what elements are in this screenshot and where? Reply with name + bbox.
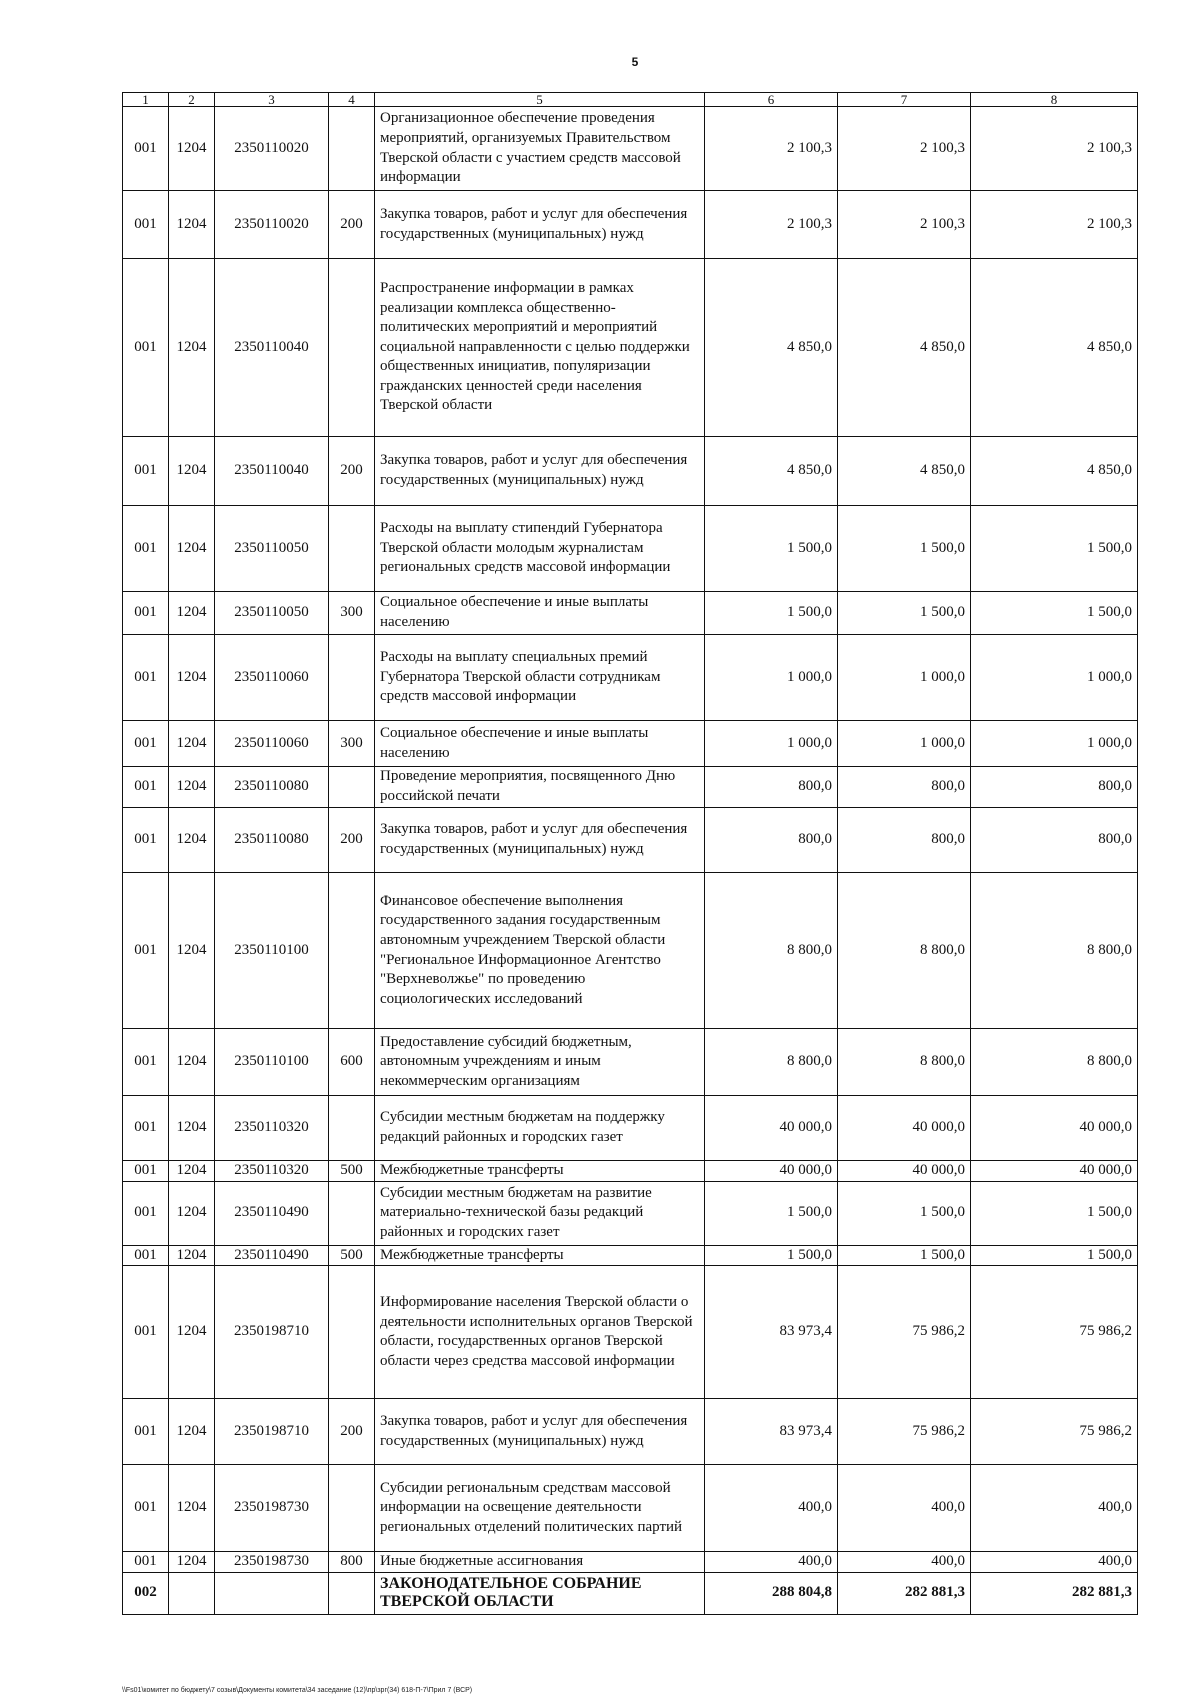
cell-description: Информирование населения Тверской области о деятельности исполнительных органов Тверской области, государственных органов Тверской области через средства массовой информации [375, 1266, 705, 1399]
header-col-6: 6 [705, 93, 838, 107]
cell-target-code: 2350110040 [215, 437, 329, 506]
cell-amount-year-1: 1 000,0 [705, 635, 838, 721]
cell-amount-year-1: 8 800,0 [705, 1029, 838, 1096]
table-row [123, 1181, 1138, 1245]
cell-amount-year-1: 1 500,0 [705, 1245, 838, 1266]
cell-section-code: 1204 [169, 259, 215, 437]
cell-expense-type [329, 506, 375, 592]
cell-amount-year-1: 400,0 [705, 1552, 838, 1573]
cell-section-code: 1204 [169, 1245, 215, 1266]
table-row [123, 592, 1138, 635]
cell-amount-year-1: 83 973,4 [705, 1266, 838, 1399]
cell-amount-year-3: 1 000,0 [971, 721, 1138, 767]
cell-section-code: 1204 [169, 1181, 215, 1245]
cell-admin-code: 001 [123, 191, 169, 259]
cell-expense-type [329, 1096, 375, 1161]
cell-section-code: 1204 [169, 437, 215, 506]
cell-description: Распространение информации в рамках реализации комплекса общественно-политических мероприятий и мероприятий социальной направленности с целью поддержки общественных инициатив, популяризации гражданских ценностей среди населения Тверской области [375, 259, 705, 437]
cell-amount-year-2: 8 800,0 [838, 1029, 971, 1096]
cell-description: Закупка товаров, работ и услуг для обеспечения государственных (муниципальных) нужд [375, 808, 705, 873]
cell-description: Проведение мероприятия, посвященного Дню российской печати [375, 767, 705, 808]
cell-amount-year-3: 2 100,3 [971, 191, 1138, 259]
cell-amount-year-2: 8 800,0 [838, 873, 971, 1029]
cell-amount-year-3: 75 986,2 [971, 1266, 1138, 1399]
cell-amount-year-1: 1 500,0 [705, 592, 838, 635]
table-row [123, 1029, 1138, 1096]
cell-description: Субсидии местным бюджетам на развитие материально-технической базы редакций районных и городских газет [375, 1181, 705, 1245]
cell-amount-year-2: 40 000,0 [838, 1161, 971, 1182]
cell-target-code: 2350110060 [215, 721, 329, 767]
cell-amount-year-1: 40 000,0 [705, 1161, 838, 1182]
header-col-2: 2 [169, 93, 215, 107]
cell-expense-type [329, 1465, 375, 1552]
cell-amount-year-2: 4 850,0 [838, 437, 971, 506]
cell-amount-year-3: 1 000,0 [971, 635, 1138, 721]
cell-expense-type [329, 767, 375, 808]
cell-target-code: 2350198710 [215, 1399, 329, 1465]
cell-amount-year-2: 2 100,3 [838, 107, 971, 191]
cell-expense-type: 500 [329, 1245, 375, 1266]
cell-admin-code: 001 [123, 592, 169, 635]
cell-amount-year-2: 1 500,0 [838, 1181, 971, 1245]
cell-section-code: 1204 [169, 1161, 215, 1182]
cell-section-code: 1204 [169, 635, 215, 721]
cell-admin-code: 001 [123, 808, 169, 873]
cell-section-code: 1204 [169, 191, 215, 259]
cell-amount-year-3: 282 881,3 [971, 1572, 1138, 1614]
cell-amount-year-1: 1 000,0 [705, 721, 838, 767]
cell-amount-year-1: 400,0 [705, 1465, 838, 1552]
cell-amount-year-3: 1 500,0 [971, 1181, 1138, 1245]
cell-amount-year-1: 2 100,3 [705, 107, 838, 191]
table-row [123, 506, 1138, 592]
cell-amount-year-3: 400,0 [971, 1552, 1138, 1573]
cell-description: ЗАКОНОДАТЕЛЬНОЕ СОБРАНИЕ ТВЕРСКОЙ ОБЛАСТИ [375, 1572, 705, 1614]
table-row [123, 107, 1138, 191]
cell-section-code [169, 1572, 215, 1614]
cell-amount-year-2: 1 000,0 [838, 721, 971, 767]
cell-target-code: 2350110080 [215, 808, 329, 873]
cell-expense-type [329, 107, 375, 191]
cell-section-code: 1204 [169, 1399, 215, 1465]
cell-section-code: 1204 [169, 592, 215, 635]
cell-description: Закупка товаров, работ и услуг для обеспечения государственных (муниципальных) нужд [375, 191, 705, 259]
cell-expense-type [329, 1181, 375, 1245]
cell-target-code: 2350110050 [215, 506, 329, 592]
table-row [123, 721, 1138, 767]
table-row [123, 1245, 1138, 1266]
cell-admin-code: 001 [123, 1465, 169, 1552]
cell-section-code: 1204 [169, 808, 215, 873]
table-row [123, 1161, 1138, 1182]
cell-amount-year-2: 75 986,2 [838, 1399, 971, 1465]
table-header [123, 93, 1138, 107]
cell-expense-type [329, 1266, 375, 1399]
cell-admin-code: 001 [123, 1266, 169, 1399]
cell-expense-type: 200 [329, 437, 375, 506]
cell-amount-year-1: 8 800,0 [705, 873, 838, 1029]
cell-amount-year-2: 75 986,2 [838, 1266, 971, 1399]
cell-admin-code: 001 [123, 1029, 169, 1096]
cell-target-code: 2350110040 [215, 259, 329, 437]
cell-amount-year-3: 40 000,0 [971, 1161, 1138, 1182]
cell-amount-year-3: 4 850,0 [971, 437, 1138, 506]
cell-amount-year-3: 75 986,2 [971, 1399, 1138, 1465]
table-row [123, 259, 1138, 437]
cell-expense-type: 500 [329, 1161, 375, 1182]
cell-admin-code: 001 [123, 437, 169, 506]
cell-amount-year-2: 400,0 [838, 1465, 971, 1552]
header-col-4: 4 [329, 93, 375, 107]
cell-section-code: 1204 [169, 873, 215, 1029]
cell-amount-year-1: 4 850,0 [705, 437, 838, 506]
cell-admin-code: 001 [123, 767, 169, 808]
table-row [123, 1096, 1138, 1161]
cell-target-code: 2350110320 [215, 1161, 329, 1182]
cell-amount-year-1: 2 100,3 [705, 191, 838, 259]
table-body [123, 107, 1138, 1615]
cell-section-code: 1204 [169, 107, 215, 191]
cell-amount-year-2: 4 850,0 [838, 259, 971, 437]
cell-amount-year-2: 1 000,0 [838, 635, 971, 721]
cell-description: Закупка товаров, работ и услуг для обеспечения государственных (муниципальных) нужд [375, 1399, 705, 1465]
table-row [123, 191, 1138, 259]
table-row [123, 1465, 1138, 1552]
header-col-7: 7 [838, 93, 971, 107]
cell-admin-code: 001 [123, 1552, 169, 1573]
page-number: 5 [631, 55, 639, 69]
budget-table [122, 92, 1138, 1615]
cell-amount-year-2: 282 881,3 [838, 1572, 971, 1614]
table-row [123, 1266, 1138, 1399]
cell-expense-type: 800 [329, 1552, 375, 1573]
table-row [123, 808, 1138, 873]
cell-admin-code: 001 [123, 506, 169, 592]
cell-amount-year-3: 40 000,0 [971, 1096, 1138, 1161]
cell-expense-type: 600 [329, 1029, 375, 1096]
cell-amount-year-2: 2 100,3 [838, 191, 971, 259]
cell-amount-year-3: 8 800,0 [971, 1029, 1138, 1096]
cell-section-code: 1204 [169, 721, 215, 767]
cell-amount-year-2: 1 500,0 [838, 592, 971, 635]
cell-admin-code: 001 [123, 1161, 169, 1182]
cell-admin-code: 001 [123, 1096, 169, 1161]
cell-amount-year-2: 800,0 [838, 767, 971, 808]
cell-amount-year-2: 40 000,0 [838, 1096, 971, 1161]
header-col-5: 5 [375, 93, 705, 107]
table-row [123, 1552, 1138, 1573]
cell-target-code: 2350198730 [215, 1552, 329, 1573]
cell-admin-code: 001 [123, 635, 169, 721]
cell-target-code: 2350110490 [215, 1181, 329, 1245]
cell-section-code: 1204 [169, 1096, 215, 1161]
cell-section-code: 1204 [169, 506, 215, 592]
cell-description: Межбюджетные трансферты [375, 1245, 705, 1266]
cell-admin-code: 002 [123, 1572, 169, 1614]
cell-target-code: 2350110020 [215, 107, 329, 191]
cell-amount-year-3: 1 500,0 [971, 506, 1138, 592]
cell-expense-type: 300 [329, 592, 375, 635]
header-row [123, 93, 1138, 107]
cell-target-code: 2350110080 [215, 767, 329, 808]
cell-expense-type: 200 [329, 191, 375, 259]
cell-description: Иные бюджетные ассигнования [375, 1552, 705, 1573]
cell-amount-year-3: 800,0 [971, 808, 1138, 873]
table-row [123, 767, 1138, 808]
header-col-8: 8 [971, 93, 1138, 107]
cell-admin-code: 001 [123, 1399, 169, 1465]
cell-target-code: 2350110060 [215, 635, 329, 721]
cell-description: Социальное обеспечение и иные выплаты населению [375, 721, 705, 767]
cell-section-code: 1204 [169, 767, 215, 808]
cell-expense-type: 200 [329, 808, 375, 873]
table-row [123, 873, 1138, 1029]
cell-amount-year-3: 1 500,0 [971, 592, 1138, 635]
cell-amount-year-3: 4 850,0 [971, 259, 1138, 437]
cell-amount-year-2: 1 500,0 [838, 1245, 971, 1266]
cell-section-code: 1204 [169, 1266, 215, 1399]
cell-amount-year-2: 1 500,0 [838, 506, 971, 592]
cell-admin-code: 001 [123, 721, 169, 767]
cell-description: Межбюджетные трансферты [375, 1161, 705, 1182]
cell-admin-code: 001 [123, 1181, 169, 1245]
cell-description: Социальное обеспечение и иные выплаты населению [375, 592, 705, 635]
cell-expense-type [329, 873, 375, 1029]
cell-amount-year-3: 800,0 [971, 767, 1138, 808]
cell-amount-year-1: 1 500,0 [705, 1181, 838, 1245]
footer-file-path: \\Fs01\комитет по бюджету\7 созыв\Документы комитета\34 заседание (12)\пр\зрг(34) 618-П-7\Прил 7 (ВСР) [122, 1687, 473, 1694]
cell-amount-year-2: 800,0 [838, 808, 971, 873]
cell-expense-type: 200 [329, 1399, 375, 1465]
cell-description: Субсидии региональным средствам массовой информации на освещение деятельности региональных отделений политических партий [375, 1465, 705, 1552]
cell-description: Расходы на выплату стипендий Губернатора Тверской области молодым журналистам региональных средств массовой информации [375, 506, 705, 592]
cell-target-code: 2350110100 [215, 1029, 329, 1096]
cell-amount-year-1: 40 000,0 [705, 1096, 838, 1161]
header-col-3: 3 [215, 93, 329, 107]
cell-amount-year-1: 83 973,4 [705, 1399, 838, 1465]
cell-target-code: 2350110320 [215, 1096, 329, 1161]
cell-amount-year-2: 400,0 [838, 1552, 971, 1573]
cell-amount-year-1: 1 500,0 [705, 506, 838, 592]
cell-target-code [215, 1572, 329, 1614]
cell-target-code: 2350110100 [215, 873, 329, 1029]
cell-target-code: 2350110050 [215, 592, 329, 635]
cell-description: Предоставление субсидий бюджетным, автономным учреждениям и иным некоммерческим организациям [375, 1029, 705, 1096]
table-row [123, 635, 1138, 721]
cell-expense-type [329, 1572, 375, 1614]
cell-description: Расходы на выплату специальных премий Губернатора Тверской области сотрудникам средств массовой информации [375, 635, 705, 721]
cell-amount-year-3: 8 800,0 [971, 873, 1138, 1029]
cell-section-code: 1204 [169, 1552, 215, 1573]
cell-expense-type: 300 [329, 721, 375, 767]
cell-description: Организационное обеспечение проведения мероприятий, организуемых Правительством Тверской области с участием средств массовой информации [375, 107, 705, 191]
cell-amount-year-1: 4 850,0 [705, 259, 838, 437]
cell-target-code: 2350110490 [215, 1245, 329, 1266]
cell-description: Финансовое обеспечение выполнения государственного задания государственным автономным учреждением Тверской области "Региональное Информационное Агентство "Верхневолжье" по проведению социологических исследований [375, 873, 705, 1029]
cell-expense-type [329, 259, 375, 437]
table-row [123, 437, 1138, 506]
cell-amount-year-1: 288 804,8 [705, 1572, 838, 1614]
table-total-row [123, 1572, 1138, 1614]
cell-amount-year-1: 800,0 [705, 808, 838, 873]
cell-section-code: 1204 [169, 1465, 215, 1552]
cell-admin-code: 001 [123, 1245, 169, 1266]
cell-admin-code: 001 [123, 107, 169, 191]
cell-amount-year-3: 1 500,0 [971, 1245, 1138, 1266]
cell-amount-year-3: 400,0 [971, 1465, 1138, 1552]
cell-admin-code: 001 [123, 259, 169, 437]
cell-admin-code: 001 [123, 873, 169, 1029]
cell-expense-type [329, 635, 375, 721]
table-row [123, 1399, 1138, 1465]
cell-section-code: 1204 [169, 1029, 215, 1096]
cell-target-code: 2350198730 [215, 1465, 329, 1552]
cell-target-code: 2350198710 [215, 1266, 329, 1399]
cell-amount-year-3: 2 100,3 [971, 107, 1138, 191]
cell-target-code: 2350110020 [215, 191, 329, 259]
header-col-1: 1 [123, 93, 169, 107]
cell-description: Субсидии местным бюджетам на поддержку редакций районных и городских газет [375, 1096, 705, 1161]
cell-amount-year-1: 800,0 [705, 767, 838, 808]
cell-description: Закупка товаров, работ и услуг для обеспечения государственных (муниципальных) нужд [375, 437, 705, 506]
